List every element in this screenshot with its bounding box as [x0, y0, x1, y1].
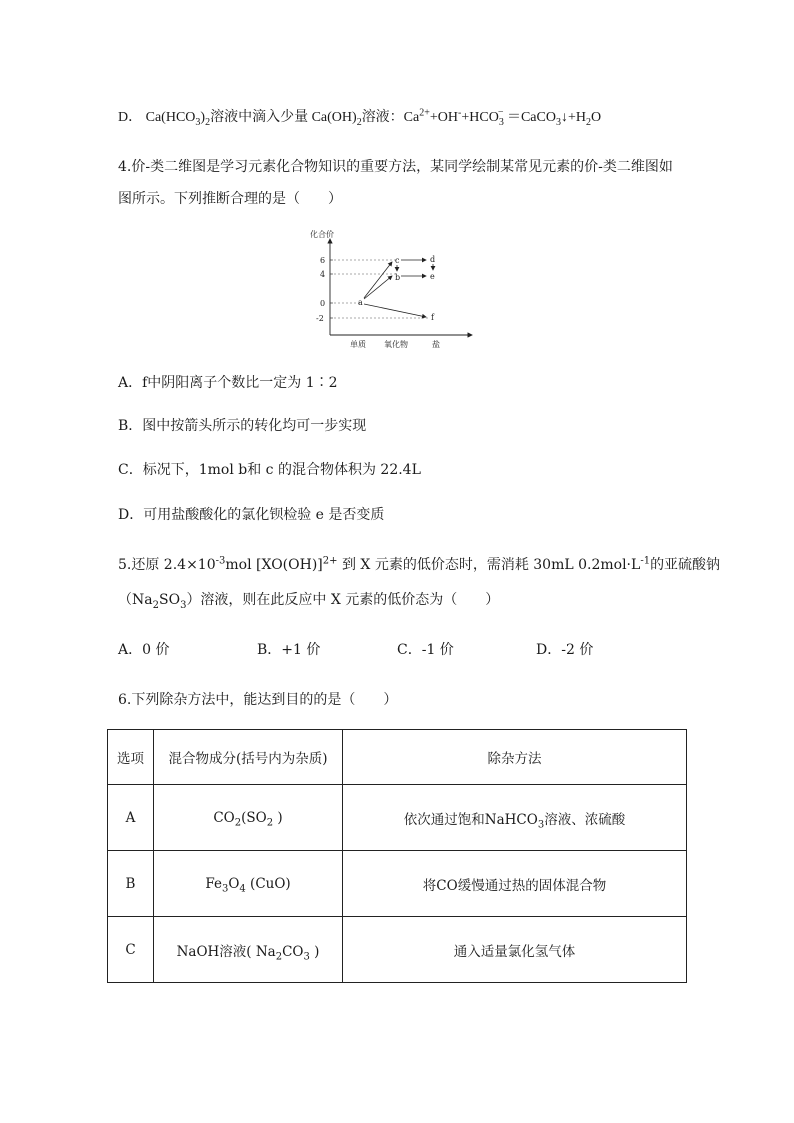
y-tick-neg2: -2 [316, 314, 324, 323]
q5-option-a: A．0 价 [118, 642, 170, 658]
q5-option-b: B．+1 价 [257, 642, 321, 658]
y-tick-0: 0 [320, 299, 326, 308]
x-label-oxide: 氧化物 [384, 340, 408, 349]
q4-option-a: A．f中阴阳离子个数比一定为 1∶2 [118, 375, 338, 391]
table-row [108, 785, 687, 851]
row-mixture: NaOH溶液( $Na_2CO_3$ ) [154, 917, 343, 983]
point-f: f [431, 313, 434, 322]
q4-stem-line2: 图所示。下列推断合理的是（ ） [118, 191, 342, 207]
diagram-svg [300, 225, 490, 355]
row-mixture: $CO_2(SO_2$ ) [154, 785, 343, 851]
q5-option-d: D．-2 价 [536, 642, 594, 658]
y-tick-6: 6 [320, 256, 326, 265]
row-method: 将CO缓慢通过热的固体混合物 [343, 851, 687, 917]
point-b: b [395, 273, 401, 282]
row-mixture: $Fe_3O_4$ (CuO) [154, 851, 343, 917]
row-option: B [108, 851, 154, 917]
x-label-salt: 盐 [432, 340, 440, 349]
point-d: d [430, 255, 436, 264]
row-option: A [108, 785, 154, 851]
row-method: 依次通过饱和NaHCO$_3$溶液、浓硫酸 [343, 785, 687, 851]
point-a: a [358, 298, 363, 307]
table-row [108, 851, 687, 917]
q5-option-c: C．-1 价 [397, 642, 454, 658]
q5-stem-line2: $(Na_2SO_3)$溶液，则在此反应中 X 元素的低价态为（ ） [118, 592, 500, 611]
q3-option-d-text: $Ca(HCO_3)_2$溶液中滴入少量 $Ca(OH)_2$溶液：$Ca^{2+}+OH^-+HCO_3^-$ $=CaCO_3↓+H_2O$ [145, 107, 602, 128]
valence-class-diagram [300, 225, 490, 355]
q5-stem-line1: 5.还原 $2.4\times 10^{-3}mol$ $[XO(OH)]^{2+}$ 到 X 元素的低价态时，需消耗 30mL $0.2mol\cdot L^{-1}$的亚硫酸钠 [118, 555, 721, 573]
row-option: C [108, 917, 154, 983]
point-e: e [430, 272, 435, 281]
header-method: 除杂方法 [343, 730, 687, 785]
purification-table [107, 729, 687, 983]
y-axis-label: 化合价 [310, 230, 334, 239]
q6-stem: 6.下列除杂方法中，能达到目的的是（ ） [118, 692, 398, 708]
header-mixture: 混合物成分(括号内为杂质) [154, 730, 343, 785]
x-label-element: 单质 [350, 340, 366, 349]
row-method: 通入适量氯化氢气体 [343, 917, 687, 983]
q4-stem-line1: 4.价-类二维图是学习元素化合物知识的重要方法，某同学绘制某常见元素的价-类二维图如 [118, 159, 673, 175]
q4-option-b: B．图中按箭头所示的转化均可一步实现 [118, 418, 367, 434]
q4-option-d: D．可用盐酸酸化的氯化钡检验 e 是否变质 [118, 507, 385, 523]
table-row [108, 917, 687, 983]
q3-option-d-label: D． [118, 110, 143, 125]
y-tick-4: 4 [320, 270, 326, 279]
header-option: 选项 [108, 730, 154, 785]
q3-option-d [118, 108, 601, 128]
point-c: c [395, 256, 400, 265]
q4-option-c: C．标况下，1mol b和 c 的混合物体积为 22.4L [118, 462, 421, 478]
table-header-row [108, 730, 687, 785]
